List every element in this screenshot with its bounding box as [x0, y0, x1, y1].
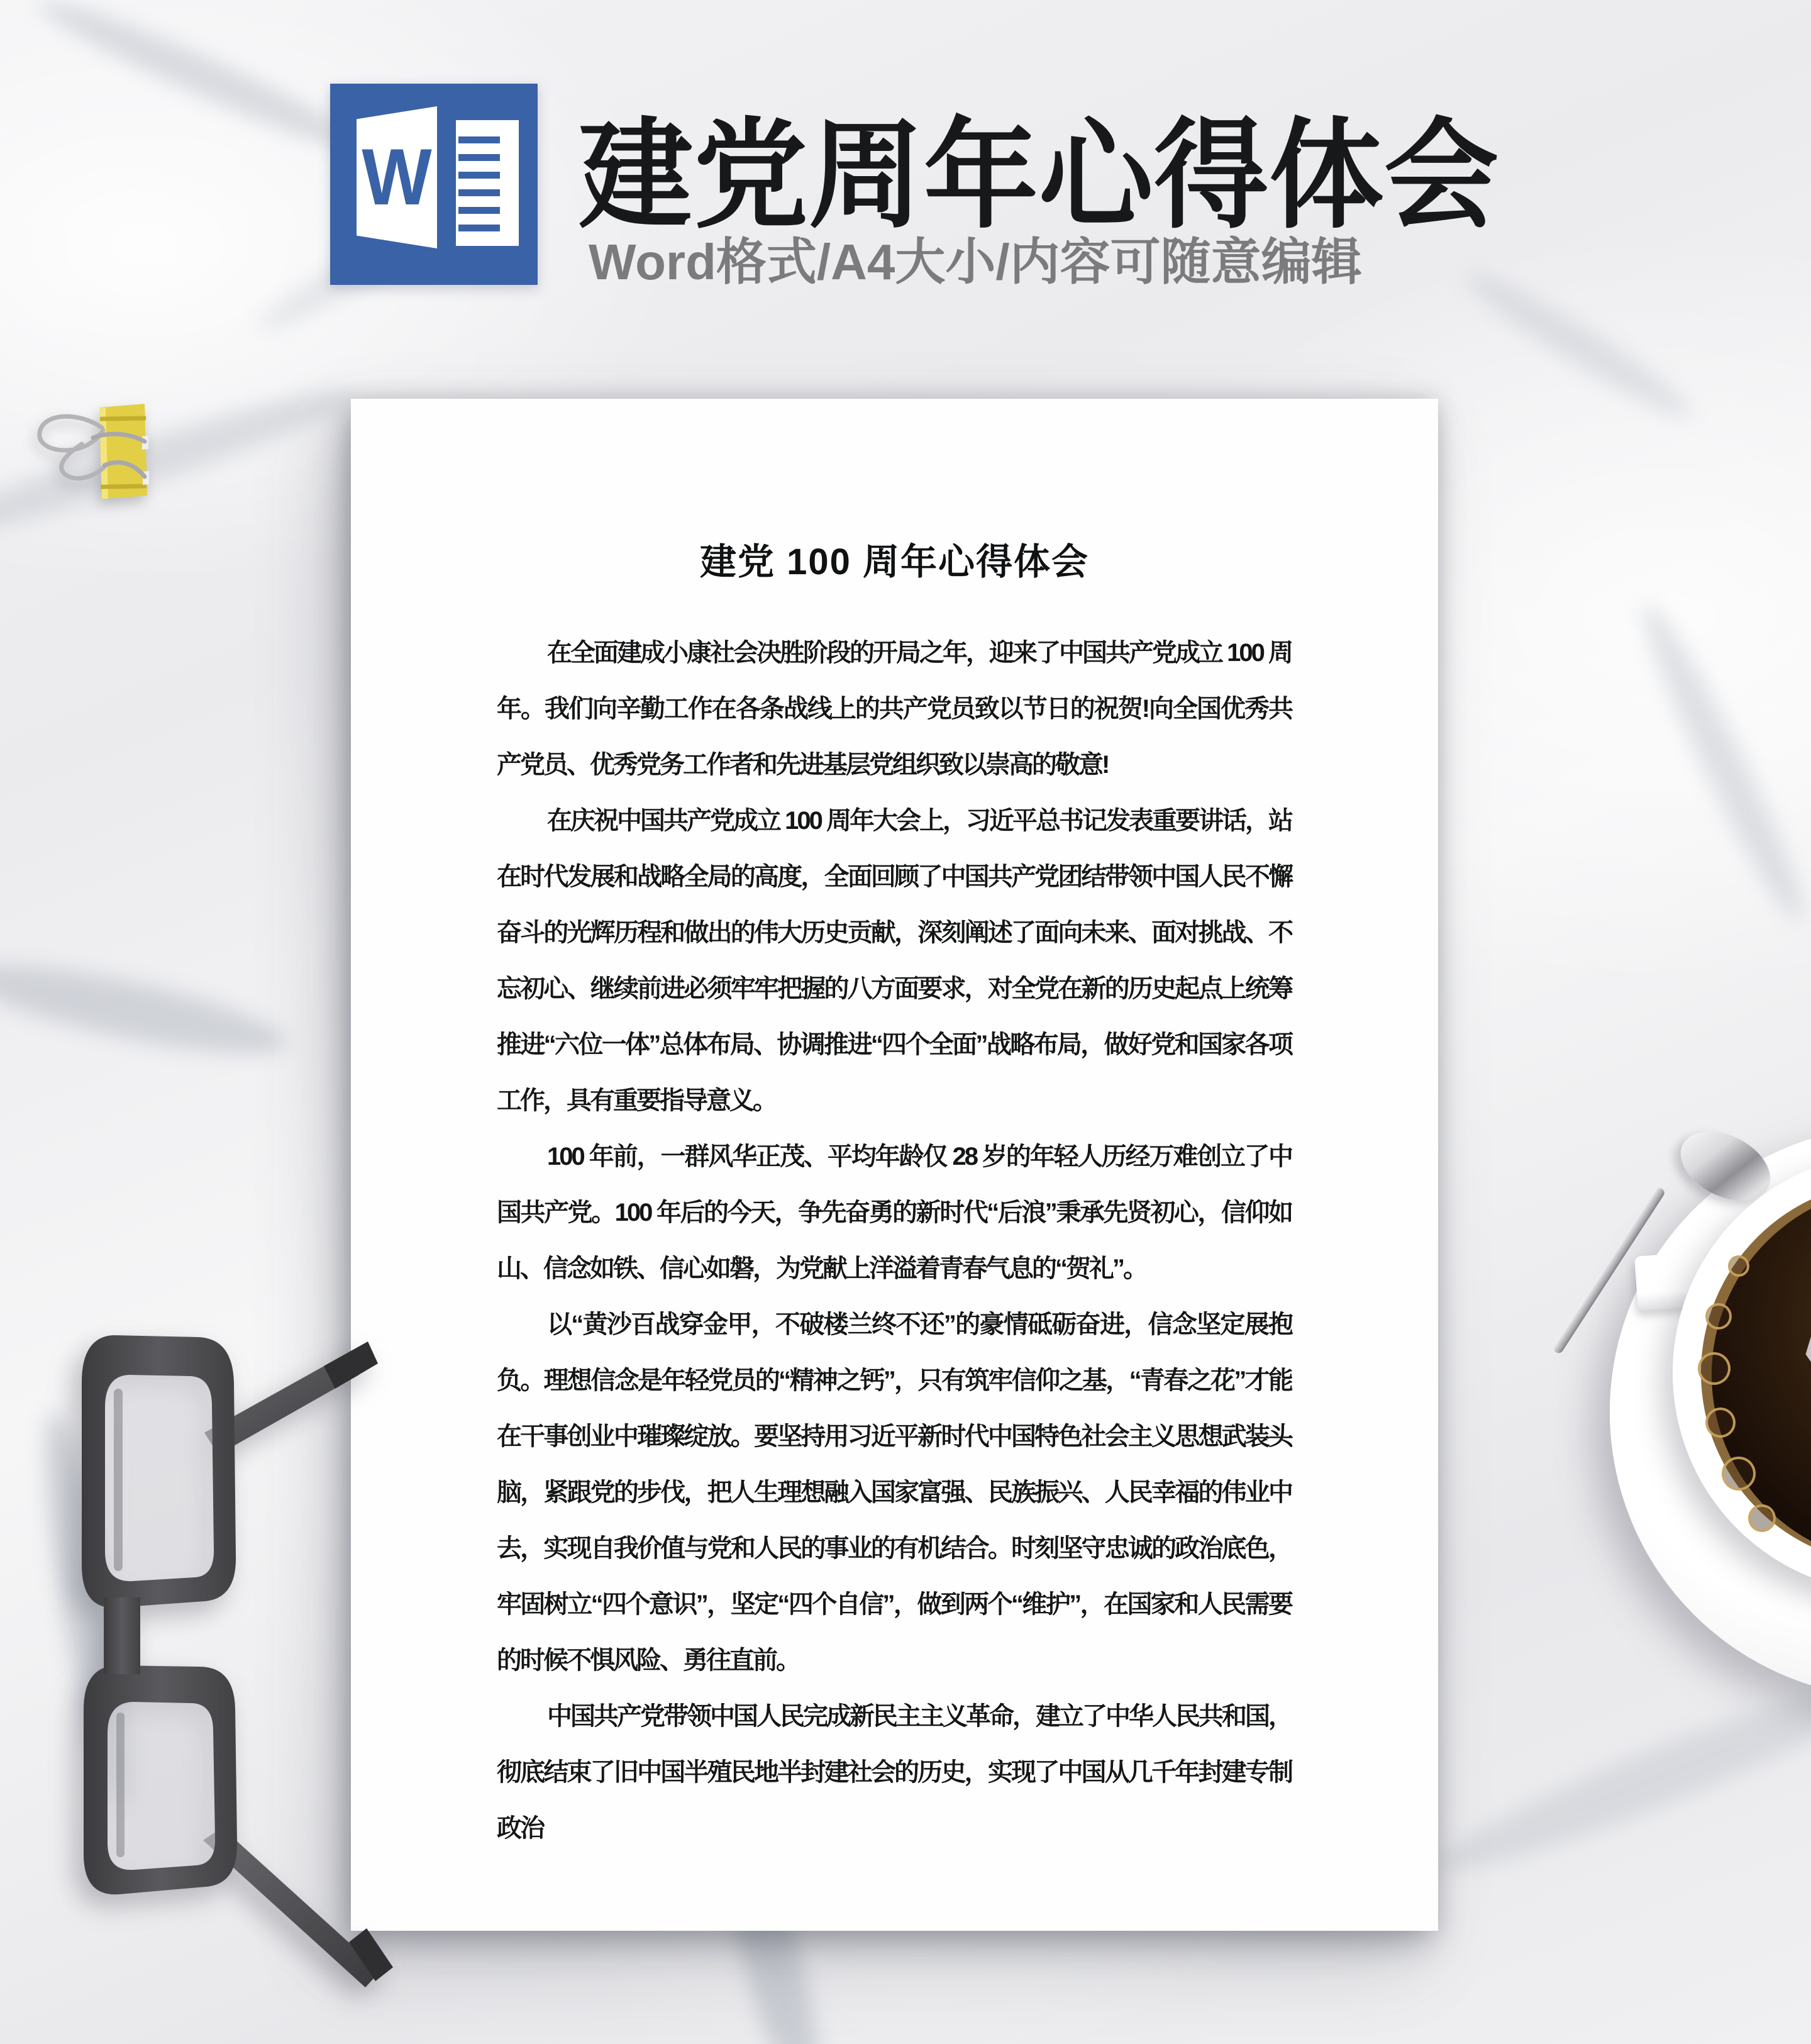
marble-vein: [1428, 1661, 1811, 1892]
word-logo-sheet: [456, 120, 519, 246]
word-icon: W: [362, 132, 432, 223]
document-body: [497, 625, 1292, 1857]
document-page: [351, 399, 1438, 1931]
coffee-bubble: [1722, 1457, 1756, 1491]
paragraph: 以“黄沙百战穿金甲，不破楼兰终不还”的豪情砥砺奋进，信念坚定展抱负。理想信念是年轻党员的“精神之钙”，只有筑牢信仰之基，“青春之花”才能在干事创业中璀璨绽放。要坚持用习近平新时代中国特色社会主义思想武装头脑，紧跟党的步伐，把人生理想融入国家富强、民族振兴、人民幸福的伟业中去，实现自我价值与党和人民的事业的有机结合。时刻坚守忠诚的政治底色，牢固树立“四个意识”，坚定“四个自信”，做到两个“维护”，在国家和人民需要的时候不惧风险、勇往直前。: [497, 1311, 1292, 1674]
glasses-icon: [53, 1313, 393, 2044]
coffee-bubble: [1705, 1408, 1736, 1438]
binder-clip-icon: [19, 384, 163, 516]
paragraph: 中国共产党带领中国人民完成新民主主义革命，建立了中华人民共和国，彻底结束了旧中国半殖民地半封建社会的历史，实现了中国从几千年封建专制政治: [497, 1702, 1292, 1842]
word-logo-line: [458, 136, 500, 143]
coffee-bubble: [1728, 1255, 1749, 1277]
banner-subtitle: Word格式/A4大小/内容可随意编辑: [589, 234, 1362, 290]
word-logo-line: [458, 154, 500, 161]
marble-vein: [1627, 595, 1811, 929]
paragraph: 在庆祝中国共产党成立 100 周年大会上，习近平总书记发表重要讲话，站在时代发展和战略全局的高度，全面回顾了中国共产党团结带领中国人民不懈奋斗的光辉历程和做出的伟大历史贡献，深刻阐述了面向未来、面对挑战、不忘初心、继续前进必须牢牢把握的八方面要求，对全党在新的历史起点上统筹推进“六位一体”总体布局、协调推进“四个全面”战略布局，做好党和国家各项工作，具有重要指导意义。: [497, 807, 1292, 1114]
word-logo-line: [458, 189, 500, 196]
word-logo-line: [458, 225, 500, 231]
marble-vein: [0, 948, 292, 1071]
marble-vein: [33, 0, 370, 164]
coffee-bubble: [1698, 1352, 1731, 1385]
coffee-bubble: [1748, 1504, 1776, 1532]
document-title: 建党 100 周年心得体会: [700, 542, 1089, 582]
banner-title: 建党周年心得体会: [579, 108, 1499, 242]
word-logo-line: [458, 172, 500, 179]
word-logo: [330, 84, 538, 285]
paragraph: 在全面建成小康社会决胜阶段的开局之年，迎来了中国共产党成立 100 周年。我们向辛勤工作在各条战线上的共产党员致以节日的祝贺!向全国优秀共产党员、优秀党务工作者和先进基层党组织致以崇高的敬意!: [497, 639, 1292, 779]
coffee-bubble: [1705, 1303, 1732, 1330]
word-logo-line: [458, 207, 500, 214]
paragraph: 100 年前，一群风华正茂、平均年龄仅 28 岁的年轻人历经万难创立了中国共产党。100 年后的今天，争先奋勇的新时代“后浪”秉承先贤初心，信仰如山、信念如铁、信心如磐，为党献上洋溢着青春气息的“贺礼”。: [497, 1143, 1292, 1282]
